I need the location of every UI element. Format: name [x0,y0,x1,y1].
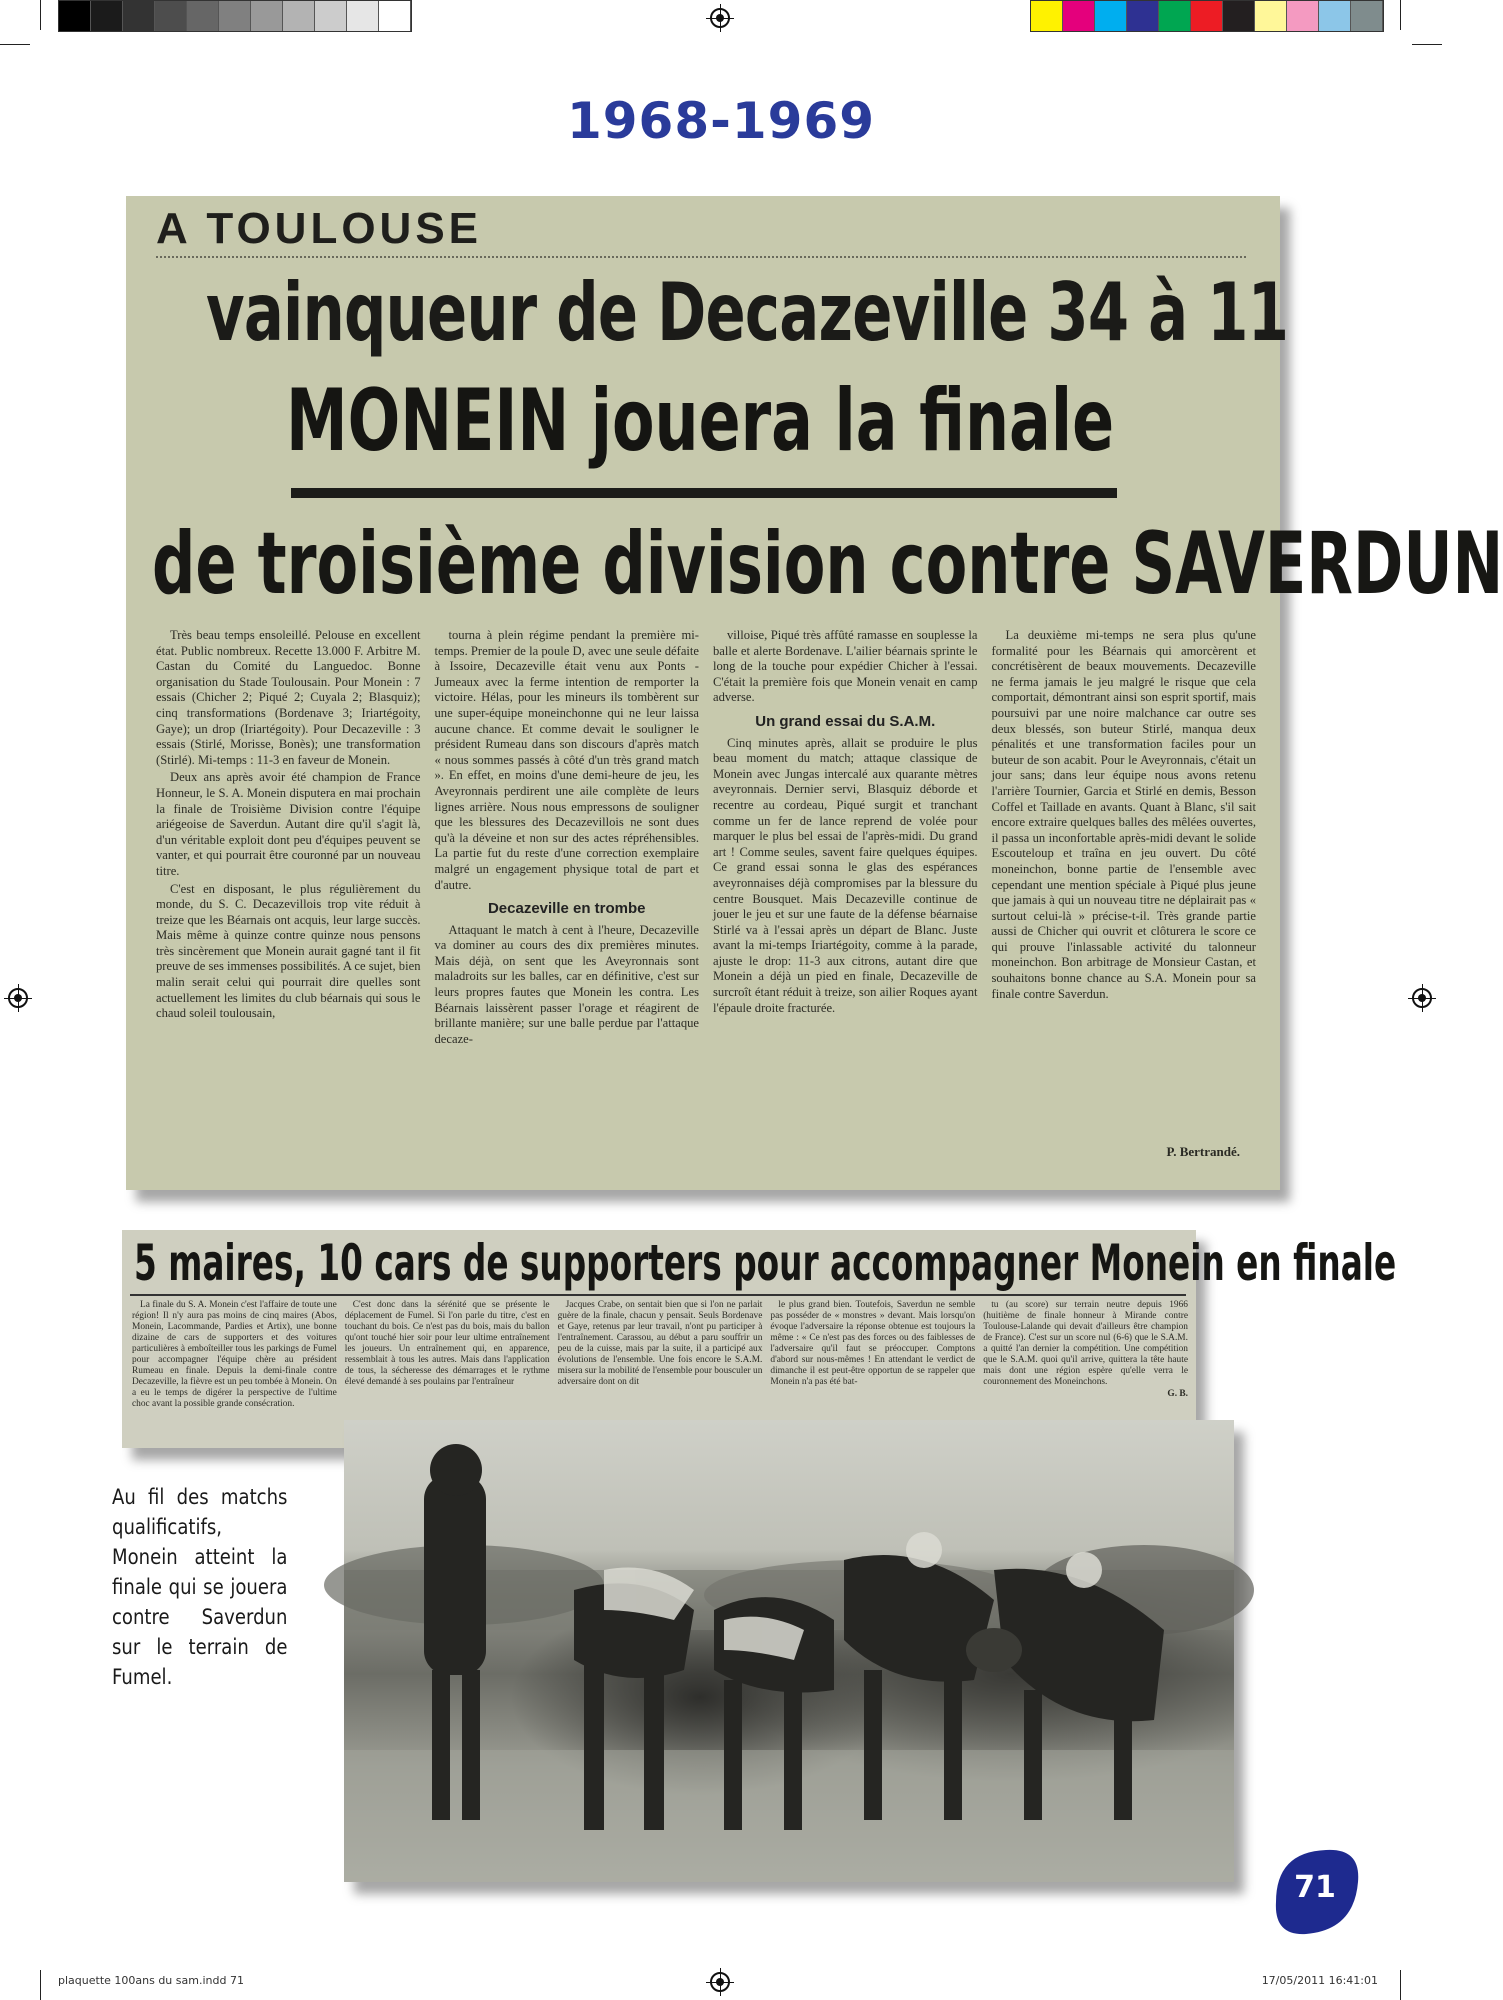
article-column-3 [713,628,978,1148]
article-column-4 [992,628,1257,1148]
article-paragraph: Cinq minutes après, allait se produire le plus beau moment du match; attaque classique de Monein avec Jungas intercalé aux quarante mètres aveyronnais. Dernier servi, Blasquiz déborde et recentre au cordeau, Piqué surgit et tranchant comme un fer de lance reprend de volée pour marquer le plus bel essai de l'après-midi. Du grand art ! Comme seules, savent faire quelques équipes. Ce grand essai sonna le glas des espérances aveyronnaises déjà compromises par la blessure du centre Bousquet. Mais Decazeville continue de jouer le jeu et sur une faute de la défense béarnaise Stirlé va à l'essai après un départ de Blanc. Juste avant la mi-temps Iriartégoity, comme à la parade, ajuste le drop: 11-3 aux citrons, autant dire que Monein a déjà un pied en finale, Decazeville de surcroît étant réduit à treize, son ailier Roques ayant l'épaule droite fracturée. [713,735,978,1015]
article-paragraph: Très beau temps ensoleillé. Pelouse en excellent état. Public nombreux. Recette 13.000 F. Arbitre M. Castan du Comité du Languedoc. Bonne organisation du Stade Toulousain. Pour Monein : 7 essais (Chicher 2; Piqué 2; Cuyala 2; Blasquiz); cinq transformations (Bordenave 3; Iriartégoity, Gaye); un drop (Iriartégoity). Pour Decazeville : 3 essais (Stirlé, Morisse, Bonès); une transformation (Stirlé). Mi-temps : 11-3 en faveur de Monein. [156,628,421,767]
process-color-bar [1030,0,1384,32]
article-columns [156,628,1256,1148]
crop-mark [40,0,41,30]
headline-rule [291,488,1117,498]
article-byline: P. Bertrandé. [1166,1144,1240,1159]
footer-timestamp: 17/05/2011 16:41:01 [1261,1974,1378,1987]
article-paragraph: le plus grand bien. Toutefois, Saverdun ne semble pas posséder de « monstres » devant. Mais lorsqu'on évoque l'adversaire la réponse obtenue est toujours la même : « Ce n'est pas des forces ou des faiblesses de l'adversaire qu'il faut se préoccuper. Comptons d'abord sur nous-mêmes ! En attendant le verdict de dimanche il est peut-être opportun de se rappeler que Monein n'a pas été bat- [770,1300,976,1387]
page-title: 1968-1969 [566,92,876,150]
article-paragraph: Jacques Crabe, on sentait bien que si l'on ne parlait guère de la finale, chacun y pensait. Seuls Bordenave et Gaye, retenus par leur travail, n'ont pu participer à l'entraînement. Carassou, au début a paru souffrir un peu de la cuisse, mais par la suite, il a participé aux évolutions de l'ensemble. Une fois encore le S.A.M. misera sur la mobilité de l'ensemble pour bousculer un adversaire dont on dit [557,1300,763,1387]
registration-mark-icon [710,8,730,28]
article-paragraph: Deux ans après avoir été champion de France Honneur, le S. A. Monein disputera en mai prochain la finale de Troisième Division contre l'équipe ariégeoise de Saverdun. Autant dire qu'il s'agit là, d'un véritable exploit dont peu d'équipes peuvent se vanter, et qui pourrait être couronné par un nouveau titre. [156,770,421,878]
page-number: 71 [1294,1870,1336,1905]
registration-mark-icon [8,988,28,1008]
article-subheading: Un grand essai du S.A.M. [755,712,936,730]
newspaper-clipping-main [126,196,1503,1190]
grayscale-color-bar [58,0,412,32]
crop-mark [40,1970,41,2000]
article-paragraph: Attaquant le match à cent à l'heure, Decazeville va dominer au cours des dix premières minutes. Mais déjà, on sent que les Aveyronnais sont maladroits sur les balles, car en définitive, c'est sur leurs propres fautes que Monein les contra. Les Béarnais laissèrent passer l'orage et réagirent de brillante manière; sur une balle perdue par l'attaque decaze- [434,922,699,1046]
team-training-photo [344,1420,1234,1882]
article-headline-line2: MONEIN jouera la finale [286,371,1115,471]
footer-file-name: plaquette 100ans du sam.indd 71 [58,1974,244,1987]
article-headline-line1: vainqueur de Decazeville 34 à 11 [206,266,1289,359]
crop-mark [1400,1970,1401,2000]
crop-mark [1400,0,1401,30]
article-kicker: A TOULOUSE [156,204,483,253]
divider [130,1294,1186,1296]
registration-mark-icon [710,1972,730,1992]
article-paragraph: La finale du S. A. Monein c'est l'affaire de toute une région! Il n'y aura pas moins de cinq maires (Abos, Monein, Lacommande, Pardies et Artix), une bonne dizaine de cars de supporters et des voitures particulières à emboîteiller tous les parkings de Fumel pour accompagner l'équipe chère au président Rumeau en finale. Depuis la demi-finale contre Decazeville, la fièvre est un peu tombée à Monein. On a eu le temps de digérer la perspective de l'ultime choc avant la possible grande consécration. [132,1300,337,1409]
article-paragraph: C'est en disposant, le plus régulièrement du monde, du S. C. Decazevillois trop vite réduit à treize que les Béarnais ont acquis, leur large succès. Mais même à quinze contre quinze nous pensons très sincèrement que Monein aurait gagné tant il fit preuve de ses immenses possibilités. A ce sujet, bien malin serait celui qui pourrait dire quelles sont actuellement les limites du club béarnais qui sous le chaud soleil toulousain, [156,881,421,1021]
registration-mark-icon [1412,988,1432,1008]
article2-signature: G. B. [1167,1389,1188,1399]
article2-column-1 [132,1300,337,1446]
crop-mark [1412,44,1442,45]
article-paragraph: La deuxième mi-temps ne sera plus qu'une formalité pour les Béarnais qui amorcèrent et concrétisèrent de beaux mouvements. Decazeville ne ferma jamais le jeu malgré le risque que cela comportait, démontrant ainsi son esprit sportif, mais poursuivi par une noire malchance car outre ses deux blessés, son buteur Stirlé, manqua deux pénalités et une transformation faciles pour un buteur de son acabit. Pour le Aveyronnais, c'était un jour sans; dans leur équipe nous avons retenu l'arrière Tournier, Garcia et Stirlé en demis, Besson Coffel et Taillade en avants. Quant à Blanc, s'il sait encore extraire quelques balles des mêlées ouvertes, il passa un inconfortable après-midi devant le solide Escouteloup et traîna en jeu ouvert. Du côté moneinchon, bonne partie de l'ensemble avec cependant une mention spéciale à Piqué plus jeune que jamais à qui un nouveau titre ne déplairait pas « surtout celui-là » précise-t-il. Très grande partie aussi de Chicher qui ouvrit et clôturera le score ce qui prouve l'inlassable activité du talonneur moneinchon. Bon arbitrage de Monsieur Castan, et souhaitons bonne chance au S.A. Monein pour sa finale contre Saverdun. [991,628,1256,1001]
article-subheading: Decazeville en trombe [487,900,646,918]
photo-illustration [344,1420,1234,1882]
article-paragraph: tourna à plein régime pendant la première mi-temps. Premier de la poule D, avec une seule défaite à Issoire, Decazeville était venu aux Ponts - Jumeaux avec la ferme intention de remporter la victoire. Hélas, pour les mineurs ils tombèrent sur une super-équipe moneinchonne qui ne leur laissa aucune chance. Et comme devait le souligner le président Rumeau dans son discours d'après match « nous sommes passés à côté d'un très grand match ». En effet, en moins d'une demi-heure de jeu, les Aveyronnais perdirent une aile complète de leurs lignes arrière. Nous nous empressons de souligner que les blessures des Decazevillois ne sont dues qu'à la déveine et non sur des actes répréhensibles. La partie fut du reste d'une correction exemplaire malgré un engagement physique total de part et d'autre. [434,628,699,892]
photo-caption: Au fil des matchs qualificatifs, Monein atteint la finale qui se jouera contre Saverdun sur le terrain de Fumel. [112,1485,288,1689]
divider [156,256,1246,258]
article-paragraph: villoise, Piqué très affûté ramasse en souplesse la balle et alerte Bordenave. L'ailier béarnais sprinte le long de la touche pour expédier Chicher à l'essai. C'était la première fois que Monein venait en camp adverse. [713,628,978,705]
crop-mark [0,44,30,45]
article-paragraph: tu (au score) sur terrain neutre depuis 1966 (huitième de finale honneur à Mirande contre Toulouse-Lalande qui devait d'ailleurs être champion de France). C'est sur un score nul (6-6) que le S.A.M. a quitté l'an dernier la compétition. Une compétition que le S.A.M. quoi qu'il arrive, quittera la tête haute mais dont une région espère qu'elle verra le couronnement des Moneinchons. [983,1300,1188,1387]
article-headline-line3: de troisième division contre SAVERDUN [152,514,1503,614]
article-column-2 [435,628,700,1148]
article2-headline: 5 maires, 10 cars de supporters pour accompagner Monein en finale [134,1234,1397,1292]
article-paragraph: C'est donc dans la sérénité que se présente le déplacement de Fumel. Si l'on parle du titre, c'est en touchant du bois. Ce n'est pas du bois, mais du ballon qu'ont touché hier soir pour leur ultime entraînement les joueurs. Un entraînement qui, en apparence, ressemblait à tous les autres. Mais dans l'application de tous, la sécheresse des démarrages et le rythme élevé demandé à ses poulains par l'entraîneur [344,1300,550,1387]
article-column-1 [156,628,421,1148]
newspaper-clipping-secondary [122,1230,1397,1448]
